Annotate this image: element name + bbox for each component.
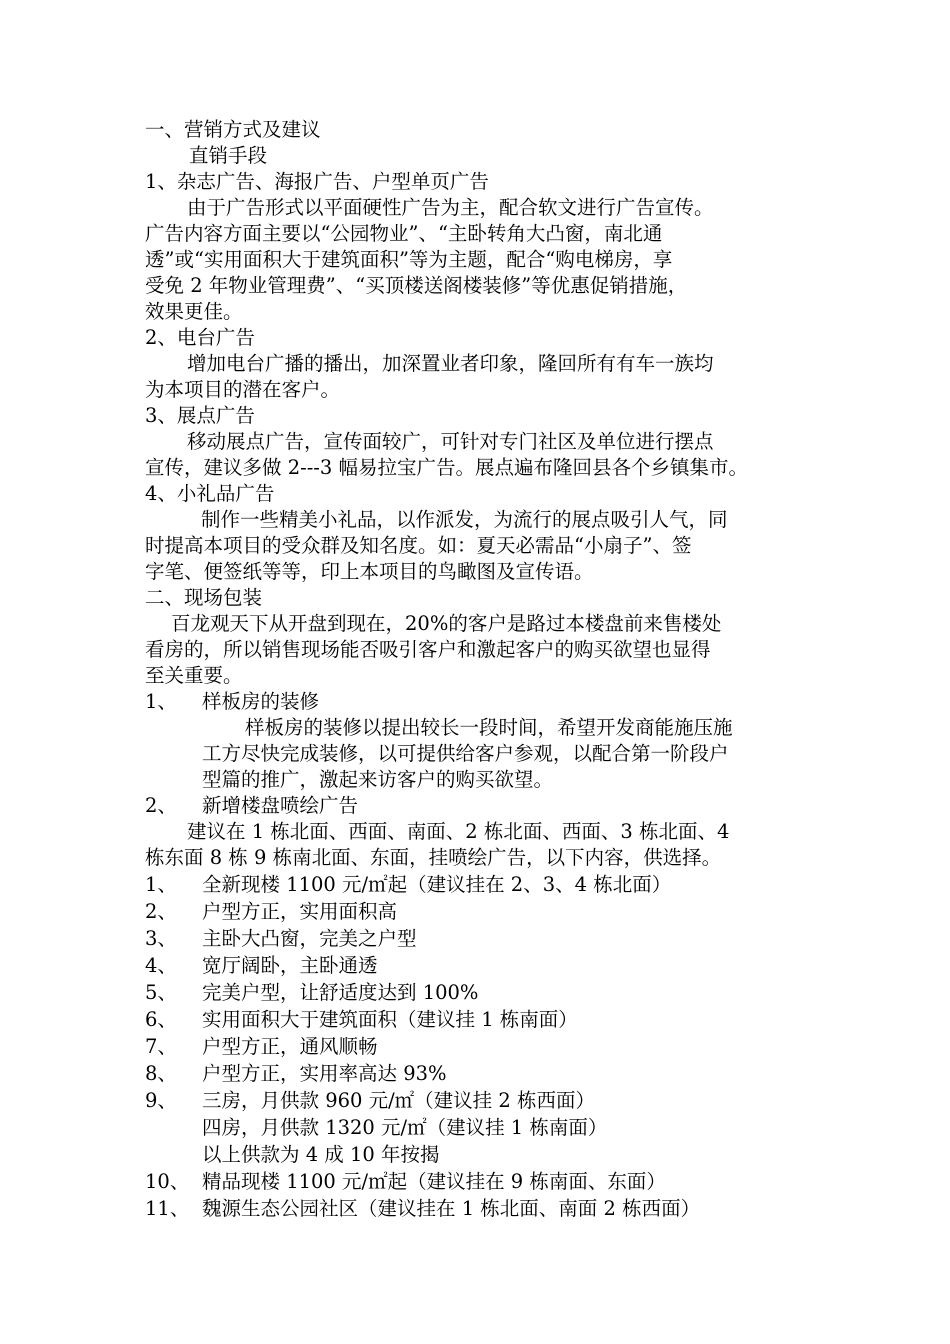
paragraph-line: 为本项目的潜在客户。 [145,378,341,401]
paragraph-line: 工方尽快完成装修，以可提供给客户参观，以配合第一阶段户 [202,742,729,765]
item-text: 三房，月供款 960 元/㎡（建议挂 2 栋西面） [202,1089,595,1112]
numbered-item [145,793,358,819]
paragraph-line: 制作一些精美小礼品，以作派发，为流行的展点吸引人气，同 [201,508,728,531]
paragraph-line: 以上供款为 4 成 10 年按揭 [202,1143,440,1166]
item-text: 魏源生态公园社区（建议挂在 1 栋北面、南面 2 栋西面） [202,1197,701,1220]
item-text: 完美户型，让舒适度达到 100% [202,981,479,1004]
paragraph-line: 宣传，建议多做 2---3 幅易拉宝广告。展点遍布隆回县各个乡镇集市。 [145,456,748,479]
item-text: 户型方正，实用面积高 [202,900,398,923]
item-number: 10、 [145,1170,190,1193]
numbered-item [145,1034,378,1060]
paragraph-line: 样板房的装修以提出较长一段时间，希望开发商能施压施 [245,716,733,739]
item-text: 主卧大凸窗，完美之户型 [202,927,417,950]
numbered-item [145,1169,666,1195]
item-text: 新增楼盘喷绘广告 [202,794,359,817]
paragraph-line: 栋东面 8 栋 9 栋南北面、东面，挂喷绘广告，以下内容，供选择。 [145,846,722,869]
paragraph-line: 透”或“实用面积大于建筑面积”等为主题，配合“购电梯房，享 [145,248,673,271]
item-number: 3、 [145,927,177,950]
item-number: 1、 [145,873,177,896]
numbered-item [145,1088,595,1114]
item-number: 2、 [145,794,177,817]
item-number: 7、 [145,1035,177,1058]
numbered-item [145,926,417,952]
section-heading: 一、营销方式及建议 [145,118,321,141]
paragraph-line: 时提高本项目的受众群及知名度。如：夏天必需品“小扇子”、签 [145,534,692,557]
numbered-item [145,1196,700,1222]
paragraph-line: 建议在 1 栋北面、西面、南面、2 栋北面、西面、3 栋北面、4 [187,820,730,843]
item-number: 11、 [145,1197,190,1220]
section-heading: 二、现场包装 [145,586,263,609]
numbered-item [145,980,478,1006]
numbered-item [145,872,671,898]
paragraph-line: 增加电台广播的播出，加深置业者印象，隆回所有有车一族均 [187,352,714,375]
numbered-item [145,953,378,979]
item-number: 5、 [145,981,177,1004]
item-text: 实用面积大于建筑面积（建议挂 1 栋南面） [202,1008,578,1031]
item-text: 户型方正，实用率高达 93% [202,1062,447,1085]
item-heading: 4、小礼品广告 [145,482,275,505]
item-heading: 3、展点广告 [145,404,255,427]
paragraph-line: 看房的，所以销售现场能否吸引客户和激起客户的购买欲望也显得 [145,638,711,661]
numbered-item [145,899,397,925]
paragraph-line: 由于广告形式以平面硬性广告为主，配合软文进行广告宣传。 [187,196,714,219]
paragraph-line: 移动展点广告，宣传面较广，可针对专门社区及单位进行摆点 [187,430,714,453]
paragraph-line: 至关重要。 [145,664,243,687]
item-number: 6、 [145,1008,177,1031]
item-number: 4、 [145,954,177,977]
paragraph-line: 四房，月供款 1320 元/㎡（建议挂 1 栋南面） [202,1116,608,1139]
item-number: 1、 [145,690,177,713]
numbered-item [145,689,319,715]
numbered-item [145,1061,447,1087]
item-number: 9、 [145,1089,177,1112]
item-text: 宽厅阔卧，主卧通透 [202,954,378,977]
item-text: 全新现楼 1100 元/㎡起（建议挂在 2、3、4 栋北面） [202,873,672,896]
item-text: 样板房的装修 [202,690,320,713]
item-heading: 2、电台广告 [145,326,255,349]
item-text: 户型方正，通风顺畅 [202,1035,378,1058]
paragraph-line: 效果更佳。 [145,300,243,323]
paragraph-line: 受免 2 年物业管理费”、“买顶楼送阁楼装修”等优惠促销措施， [145,274,688,297]
item-heading: 1、杂志广告、海报广告、户型单页广告 [145,170,489,193]
numbered-item [145,1007,578,1033]
item-text: 精品现楼 1100 元/㎡起（建议挂在 9 栋南面、东面） [202,1170,666,1193]
paragraph-line: 百龙观天下从开盘到现在，20%的客户是路过本楼盘前来售楼处 [171,612,722,635]
subsection-heading: 直销手段 [189,144,268,167]
item-number: 2、 [145,900,177,923]
paragraph-line: 字笔、便签纸等等，印上本项目的鸟瞰图及宣传语。 [145,560,594,583]
paragraph-line: 型篇的推广，激起来访客户的购买欲望。 [202,768,554,791]
paragraph-line: 广告内容方面主要以“公园物业”、“主卧转角大凸窗，南北通 [145,222,663,245]
item-number: 8、 [145,1062,177,1085]
